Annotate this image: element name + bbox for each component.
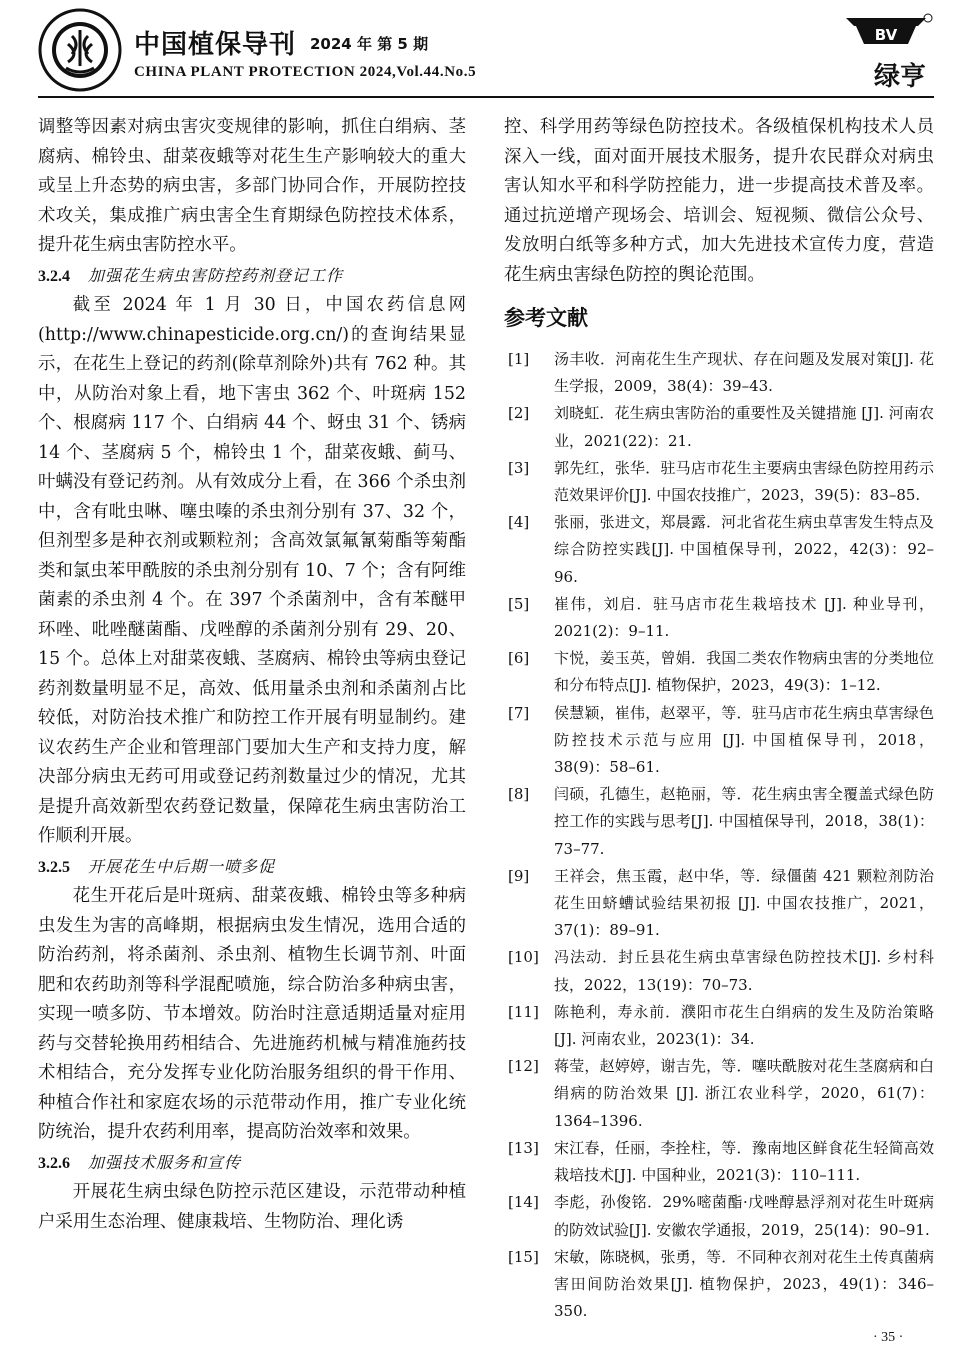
reference-text: 闫硕，孔德生，赵艳丽，等．花生病虫害全覆盖式绿色防控工作的实践与思考[J]. 中国植保导刊，2018，38(1)：73–77. <box>554 785 934 858</box>
reference-item <box>504 863 934 945</box>
section-number: 3.2.6 <box>38 1154 70 1172</box>
reference-item <box>504 781 934 863</box>
reference-number: [9] <box>508 866 530 885</box>
reference-text: 李彪，孙俊铭．29%嘧菌酯·戊唑醇悬浮剂对花生叶斑病的防效试验[J]. 安徽农学通报，2019，25(14)：90–91. <box>554 1193 934 1239</box>
reference-number: [5] <box>508 594 530 613</box>
reference-item <box>504 455 934 509</box>
reference-number: [11] <box>508 1002 539 1021</box>
body-paragraph: 花生开花后是叶斑病、甜菜夜蛾、棉铃虫等多种病虫发生为害的高峰期，根据病虫发生情况，选用合适的防治药剂，将杀菌剂、杀虫剂、植物生长调节剂、叶面肥和农药助剂等科学混配喷施，综合防治多种病虫害，实现一喷多防、节本增效。防治时注意适期适量对症用药与交替轮换用药相结合、先进施药机械与精准施药技术相结合，充分发挥专业化防治服务组织的骨干作用、种植合作社和家庭农场的示范带动作用，推广专业化统防统治，提升农药利用率，提高防治效率和效果。 <box>38 886 466 1142</box>
references-heading: 参考文献 <box>504 306 588 330</box>
journal-title-cn: 中国植保导刊 <box>134 30 297 60</box>
section-title: 加强花生病虫害防控药剂登记工作 <box>88 265 344 285</box>
reference-text: 刘晓虹．花生病虫害防治的重要性及关键措施 [J]. 河南农业，2021(22)：21. <box>554 404 934 450</box>
reference-number: [8] <box>508 785 530 804</box>
reference-item <box>504 944 934 998</box>
reference-list <box>504 346 934 1325</box>
reference-text: 冯法动．封丘县花生病虫草害绿色防控技术[J]. 乡村科技，2022，13(19)：70–73. <box>554 948 934 994</box>
reference-number: [12] <box>508 1057 539 1076</box>
section-title: 加强技术服务和宣传 <box>88 1152 242 1172</box>
reference-text: 郭先红，张华．驻马店市花生主要病虫害绿色防控用药示范效果评价[J]. 中国农技推广，2023，39(5)：83–85. <box>554 458 934 505</box>
reference-item <box>504 700 934 782</box>
reference-item <box>504 400 934 454</box>
reference-text: 蒋莹，赵婷婷，谢吉先，等．噻呋酰胺对花生茎腐病和白绢病的防治效果 [J]. 浙江农业科学，2020，61(7)：1364–1396. <box>554 1057 934 1130</box>
body-paragraph: 调整等因素对病虫害灾变规律的影响，抓住白绢病、茎腐病、棉铃虫、甜菜夜蛾等对花生生产影响较大的重大或呈上升态势的病虫害，多部门协同合作，开展防控技术攻关，集成推广病虫害全生育期绿色防控技术体系，提升花生病虫害防控水平。 <box>38 117 466 255</box>
reference-number: [4] <box>508 513 530 532</box>
reference-item <box>504 509 934 591</box>
page-number: · 35 · <box>873 1330 904 1345</box>
section-heading <box>38 261 466 292</box>
reference-item <box>504 1189 934 1243</box>
reference-item <box>504 1053 934 1135</box>
reference-number: [3] <box>508 458 530 477</box>
reference-number: [13] <box>508 1138 539 1157</box>
reference-item <box>504 1244 934 1326</box>
left-column <box>38 113 466 1237</box>
reference-text: 卞悦，姜玉英，曾娟．我国二类农作物病虫害的分类地位和分布特点[J]. 植物保护，2023，49(3)：1–12. <box>554 649 934 695</box>
reference-text: 汤丰收．河南花生生产现状、存在问题及发展对策[J]. 花生学报，2009，38(4)：39–43. <box>554 350 934 396</box>
natesc-logo-icon <box>38 8 122 92</box>
reference-number: [6] <box>508 649 530 668</box>
reference-number: [2] <box>508 404 530 423</box>
reference-item <box>504 346 934 400</box>
reference-text: 宋江春，任丽，李拴柱，等．豫南地区鲜食花生轻简高效栽培技术[J]. 中国种业，2021(3)：110–111. <box>554 1138 934 1185</box>
section-number: 3.2.4 <box>38 267 70 285</box>
reference-text: 崔伟，刘启．驻马店市花生栽培技术 [J]. 种业导刊，2021(2)：9–11. <box>554 594 934 641</box>
section-title: 开展花生中后期一喷多促 <box>88 856 276 876</box>
journal-header <box>38 6 938 96</box>
reference-text: 宋敏，陈晓枫，张勇，等．不同种衣剂对花生土传真菌病害田间防治效果[J]. 植物保护，2023，49(1)：346–350. <box>554 1247 934 1321</box>
reference-text: 陈艳利，寿永前．濮阳市花生白绢病的发生及防治策略[J]. 河南农业，2023(1)：34. <box>554 1002 934 1049</box>
reference-number: [14] <box>508 1193 539 1212</box>
reference-text: 张丽，张进文，郑晨露．河北省花生病虫草害发生特点及综合防控实践[J]. 中国植保导刊，2022，42(3)：92–96. <box>554 513 934 586</box>
reference-item <box>504 999 934 1053</box>
section-heading <box>38 1148 466 1179</box>
brand-mark: BV <box>874 26 898 44</box>
reference-number: [7] <box>508 703 530 722</box>
section-heading <box>38 852 466 883</box>
brand-name: 绿亨 <box>873 62 926 92</box>
issue-label-cn: 2024 年 第 5 期 <box>310 35 429 53</box>
reference-text: 王祥会，焦玉霞，赵中华，等．绿僵菌 421 颗粒剂防治花生田蛴螬试验结果初报 [J]. 中国农技推广，2021，37(1)：89–91. <box>554 866 934 940</box>
header-rule <box>38 96 934 98</box>
reference-text: 侯慧颖，崔伟，赵翠平，等．驻马店市花生病虫草害绿色防控技术示范与应用 [J]. 中国植保导刊，2018，38(9)：58–61. <box>554 703 934 777</box>
reference-number: [15] <box>508 1247 539 1266</box>
body-paragraph: 截至 2024 年 1 月 30 日，中国农药信息网(http://www.chinapesticide.org.cn/)的查询结果显示，在花生上登记的药剂(除草剂除外)共有 762 种。其中，从防治对象上看，地下害虫 362 个、叶斑病 152 个、根腐病 117 个、白绢病 44 个、蚜虫 31 个、锈病 14 个、茎腐病 5 个，棉铃虫 1 个，甜菜夜蛾、蓟马、叶螨没有登记药剂。从有效成分上看，在 366 个杀虫剂中，含有吡虫啉、噻虫嗪的杀虫剂分别有 37、32 个，但剂型多是种衣剂或颗粒剂；含高效氯氟氰菊酯等菊酯类和氯虫苯甲酰胺的杀虫剂分别有 10、7 个；含有阿维菌素的杀虫剂 4 个。在 397 个杀菌剂中，含有苯醚甲环唑、吡唑醚菌酯、戊唑醇的杀菌剂分别有 29、20、15 个。总体上对甜菜夜蛾、茎腐病、棉铃虫等病虫登记药剂数量明显不足，高效、低用量杀虫剂和杀菌剂占比较低，对防治技术推广和防控工作开展有明显制约。建议农药生产企业和管理部门要加大生产和支持力度，解决部分病虫无药可用或登记药剂数量过少的情况，尤其是提升高效新型农药登记数量，保障花生病虫害防治工作顺利开展。 <box>38 295 466 846</box>
body-paragraph: 控、科学用药等绿色防控技术。各级植保机构技术人员深入一线，面对面开展技术服务，提升农民群众对病虫害认知水平和科学防控能力，进一步提高技术普及率。通过抗逆增产现场会、培训会、短视频、微信公众号、发放明白纸等多种方式，加大先进技术宣传力度，营造花生病虫害绿色防控的舆论范围。 <box>504 117 934 285</box>
section-number: 3.2.5 <box>38 858 70 876</box>
reference-number: [1] <box>508 350 530 368</box>
right-column <box>504 113 934 1325</box>
body-paragraph: 开展花生病虫绿色防控示范区建设，示范带动种植户采用生态治理、健康栽培、生物防治、理化诱 <box>38 1182 466 1232</box>
reference-item <box>504 1135 934 1189</box>
reference-item <box>504 591 934 645</box>
reference-number: [10] <box>508 948 539 967</box>
journal-title-en: CHINA PLANT PROTECTION 2024,Vol.44.No.5 <box>134 64 477 80</box>
reference-item <box>504 645 934 699</box>
